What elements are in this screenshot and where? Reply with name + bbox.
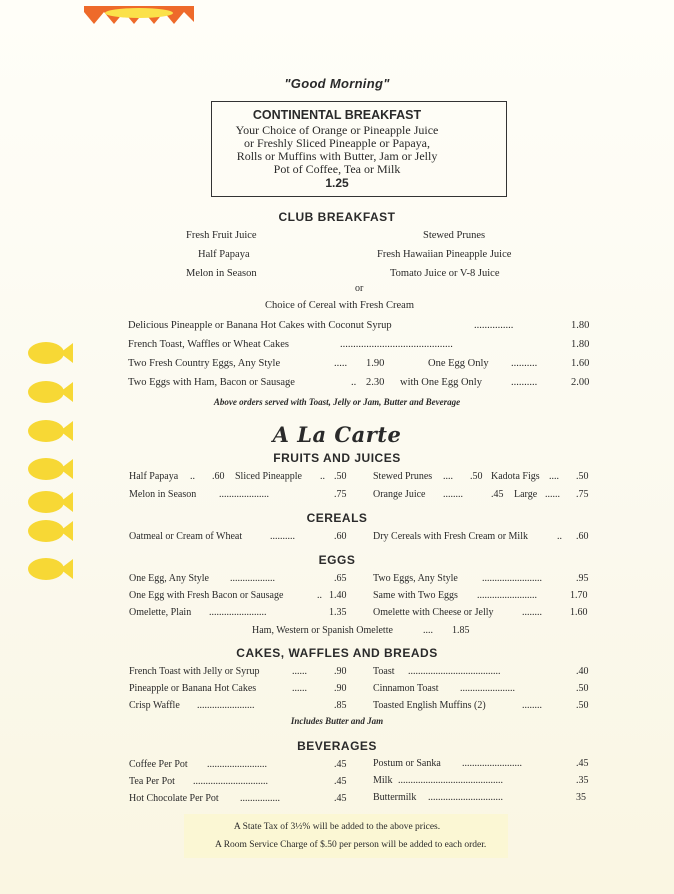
menu-item-price: .35 — [576, 775, 589, 786]
menu-item-label: Melon in Season — [129, 489, 197, 500]
menu-item-label: Pineapple or Banana Hot Cakes — [129, 683, 257, 694]
menu-item-price: .45 — [576, 758, 589, 769]
menu-item-price: .95 — [576, 573, 589, 584]
menu-item-price: .45 — [334, 759, 347, 770]
menu-item-label: Stewed Prunes — [373, 471, 433, 482]
menu-item-label: Omelette, Plain — [129, 607, 192, 618]
leader-dots: ....................... — [197, 700, 255, 711]
leader-dots: ................ — [240, 793, 280, 804]
fish-decoration-icon — [26, 340, 74, 366]
leader-dots: .. — [320, 471, 325, 482]
menu-item-price: .65 — [334, 573, 347, 584]
leader-dots: .......................................... — [398, 775, 503, 786]
leader-dots: ........................ — [462, 758, 522, 769]
menu-item-price: .60 — [334, 531, 347, 542]
menu-item-label: Milk — [373, 775, 393, 786]
menu-item-price: .90 — [334, 683, 347, 694]
club-item-price: 2.30 — [366, 377, 385, 388]
leader-dots: .......... — [511, 377, 538, 388]
club-option: Tomato Juice or V-8 Juice — [390, 268, 500, 279]
menu-item-price: 1.85 — [452, 625, 470, 636]
footer-strip — [184, 814, 508, 858]
menu-item-label: Omelette with Cheese or Jelly — [373, 607, 494, 618]
club-option: Fresh Hawaiian Pineapple Juice — [377, 249, 512, 260]
leader-dots: .. — [557, 531, 562, 542]
room-service-notice: A Room Service Charge of $.50 per person will be added to each order. — [215, 840, 487, 850]
continental-line: or Freshly Sliced Pineapple or Papaya, — [244, 136, 430, 150]
leader-dots: .... — [443, 471, 453, 482]
menu-item-price: .75 — [576, 489, 589, 500]
fruits-title: FRUITS AND JUICES — [273, 451, 401, 465]
club-option: Stewed Prunes — [423, 230, 486, 241]
leader-dots: ........................................... — [340, 339, 453, 350]
leader-dots: ..................................... — [408, 666, 501, 677]
menu-item-price: 1.35 — [329, 607, 347, 618]
club-item-label: French Toast, Waffles or Wheat Cakes — [128, 339, 289, 350]
club-item-label: Two Eggs with Ham, Bacon or Sausage — [128, 377, 295, 388]
club-cereal: Choice of Cereal with Fresh Cream — [265, 300, 414, 311]
menu-item-label: Ham, Western or Spanish Omelette — [252, 625, 393, 636]
leader-dots: ............... — [474, 320, 514, 331]
leader-dots: ........................ — [482, 573, 542, 584]
menu-item-label: Hot Chocolate Per Pot — [129, 793, 219, 804]
bunting-decoration-icon — [84, 6, 194, 28]
club-item-alt-label: One Egg Only — [428, 358, 489, 369]
menu-item-price: .85 — [334, 700, 347, 711]
club-item-price: 1.80 — [571, 320, 590, 331]
leader-dots: .. — [317, 590, 322, 601]
cereals-title: CEREALS — [306, 511, 368, 525]
menu-item-price: .60 — [576, 531, 589, 542]
eggs-title: EGGS — [318, 553, 356, 567]
greeting: "Good Morning" — [284, 76, 390, 91]
menu-item-label: Coffee Per Pot — [129, 759, 188, 770]
club-option: Melon in Season — [186, 268, 257, 279]
menu-item-price: .90 — [334, 666, 347, 677]
leader-dots: ....................... — [209, 607, 267, 618]
leader-dots: .. — [351, 377, 357, 388]
menu-item-price: 1.70 — [570, 590, 588, 601]
menu-item-price: 1.40 — [329, 590, 347, 601]
leader-dots: ...................... — [460, 683, 515, 694]
leader-dots: .......... — [511, 358, 538, 369]
menu-item-label: Toast — [373, 666, 395, 677]
menu-item-label: Tea Per Pot — [129, 776, 175, 787]
leader-dots: .................... — [219, 489, 269, 500]
menu-item-price: .75 — [334, 489, 347, 500]
menu-item-label: One Egg with Fresh Bacon or Sausage — [129, 590, 284, 601]
club-item-price: 1.90 — [366, 358, 385, 369]
leader-dots: ...... — [292, 683, 307, 694]
menu-item-price: 35 — [576, 792, 586, 803]
leader-dots: ........................ — [207, 759, 267, 770]
continental-line: Your Choice of Orange or Pineapple Juice — [235, 123, 439, 137]
menu-item-price: .50 — [576, 471, 589, 482]
menu-item-label: Postum or Sanka — [373, 758, 441, 769]
menu-item-price: .40 — [576, 666, 589, 677]
leader-dots: .... — [549, 471, 559, 482]
menu-item-label: Cinnamon Toast — [373, 683, 439, 694]
leader-dots: ...... — [545, 489, 560, 500]
tax-notice: A State Tax of 3½% will be added to the above prices. — [233, 822, 441, 832]
menu-item-price: .50 — [470, 471, 483, 482]
club-item-alt-label: with One Egg Only — [400, 377, 482, 388]
club-option: Half Papaya — [198, 249, 250, 260]
leader-dots: .......... — [270, 531, 295, 542]
leader-dots: .................. — [230, 573, 275, 584]
menu-item-label: Toasted English Muffins (2) — [373, 700, 486, 711]
menu-item-label: Dry Cereals with Fresh Cream or Milk — [373, 531, 528, 542]
club-note: Above orders served with Toast, Jelly or Jam, Butter and Beverage — [213, 397, 461, 407]
menu-item-label: Kadota Figs — [491, 471, 540, 482]
menu-item-price: .50 — [334, 471, 347, 482]
menu-item-label: Half Papaya — [129, 471, 179, 482]
continental-line: Rolls or Muffins with Butter, Jam or Jelly — [236, 149, 438, 163]
menu-item-price: 1.60 — [570, 607, 588, 618]
menu-item-label: Oatmeal or Cream of Wheat — [129, 531, 243, 542]
cakes-title: CAKES, WAFFLES AND BREADS — [236, 646, 438, 660]
leader-dots: ..... — [334, 358, 348, 369]
menu-item-price: .45 — [334, 776, 347, 787]
club-item-price: 1.80 — [571, 339, 590, 350]
cakes-note: Includes Butter and Jam — [290, 716, 384, 726]
beverages-title: BEVERAGES — [297, 739, 377, 753]
menu-item-label: Same with Two Eggs — [373, 590, 458, 601]
leader-dots: ........ — [443, 489, 463, 500]
menu-item-price: .45 — [334, 793, 347, 804]
club-option: Fresh Fruit Juice — [186, 230, 257, 241]
leader-dots: ........ — [522, 700, 542, 711]
menu-item-label: French Toast with Jelly or Syrup — [129, 666, 260, 677]
club-item-alt-price: 2.00 — [571, 377, 590, 388]
club-item-label: Delicious Pineapple or Banana Hot Cakes with Coconut Syrup — [128, 320, 392, 331]
club-breakfast-title: CLUB BREAKFAST — [278, 210, 396, 224]
continental-title: CONTINENTAL BREAKFAST — [252, 108, 422, 122]
menu-item-label: Buttermilk — [373, 792, 417, 803]
leader-dots: .... — [423, 625, 433, 636]
continental-line: Pot of Coffee, Tea or Milk — [273, 162, 401, 176]
menu-item-price: .45 — [491, 489, 504, 500]
leader-dots: .............................. — [428, 792, 503, 803]
leader-dots: .............................. — [193, 776, 268, 787]
menu-item-price: .60 — [212, 471, 225, 482]
club-item-label: Two Fresh Country Eggs, Any Style — [128, 358, 281, 369]
continental-price: 1.25 — [325, 176, 349, 190]
club-or: or — [355, 283, 364, 294]
leader-dots: ...... — [292, 666, 307, 677]
menu-item-price: .50 — [576, 683, 589, 694]
menu-item-label: Large — [514, 489, 538, 500]
menu-item-label: Two Eggs, Any Style — [373, 573, 458, 584]
leader-dots: ........ — [522, 607, 542, 618]
menu-item-label: One Egg, Any Style — [129, 573, 209, 584]
menu-item-price: .50 — [576, 700, 589, 711]
club-item-alt-price: 1.60 — [571, 358, 590, 369]
menu-item-label: Orange Juice — [373, 489, 426, 500]
leader-dots: ........................ — [477, 590, 537, 601]
menu-item-label: Crisp Waffle — [129, 700, 180, 711]
menu-item-label: Sliced Pineapple — [235, 471, 302, 482]
leader-dots: .. — [190, 471, 195, 482]
a-la-carte-heading: A La Carte — [272, 422, 402, 447]
